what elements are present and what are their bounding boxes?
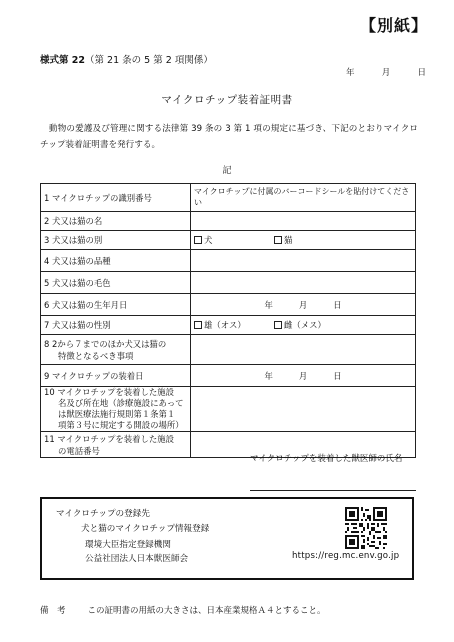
row-label-line: 名及び所在地（診療施設にあって	[58, 398, 184, 408]
row-label-line: 8 2から７までのほか犬又は猫の	[44, 338, 167, 349]
date-day: 日	[333, 299, 342, 310]
row-label: 4 犬又は猫の品種	[41, 250, 191, 272]
form-number	[40, 52, 213, 66]
checkbox-cat[interactable]	[274, 234, 292, 246]
row-label: 6 犬又は猫の生年月日	[41, 294, 191, 316]
form-number-main: 様式第 22	[40, 55, 86, 66]
date-day: 日	[417, 68, 426, 78]
row-label	[41, 387, 191, 432]
row-label: 1 マイクロチップの識別番号	[41, 184, 191, 212]
checkbox-label: 犬	[204, 235, 213, 245]
sex-field	[191, 316, 416, 335]
date-month: 月	[298, 299, 308, 310]
table-row	[41, 212, 416, 231]
checkbox-icon	[194, 236, 202, 244]
coat-color-field[interactable]	[191, 272, 416, 294]
preamble-text: 動物の愛護及び管理に関する法律第 39 条の 3 第 1 項の規定に基づき、下記のとおりマイクロチップ装着証明書を発行する。	[40, 124, 418, 150]
date-year: 年	[346, 68, 355, 78]
birth-date-field[interactable]	[191, 294, 416, 316]
table-row	[41, 365, 416, 387]
checkbox-icon	[274, 321, 282, 329]
checkbox-female[interactable]	[274, 319, 326, 331]
table-row	[41, 316, 416, 335]
row-label-line: 特徴となるべき事項	[58, 350, 134, 361]
form-number-relation: （第 21 条の 5 第 2 項関係）	[85, 55, 213, 66]
row-label-line: 項第３号に規定する開設の場所）	[58, 420, 184, 430]
issue-date	[346, 66, 426, 78]
ki-heading: 記	[222, 166, 232, 176]
registry-agency: 環境大臣指定登録機関	[85, 540, 171, 550]
signature-line[interactable]	[250, 490, 416, 491]
row-label-line: は獣医療法施行規則第１条第１	[58, 409, 176, 419]
registry-system-name: 犬と猫のマイクロチップ情報登録	[81, 524, 210, 534]
species-field	[191, 231, 416, 250]
animal-name-field[interactable]	[191, 212, 416, 231]
table-row	[41, 272, 416, 294]
row-label-line: 10 マイクロチップを装着した施設	[44, 387, 174, 397]
date-month: 月	[298, 370, 308, 381]
registry-url-link[interactable]: https://reg.mc.env.go.jp	[292, 551, 400, 561]
appendix-label: 【別紙】	[360, 16, 429, 35]
row-label: 5 犬又は猫の毛色	[41, 272, 191, 294]
date-month: 月	[381, 68, 391, 78]
checkbox-label: 猫	[284, 235, 293, 245]
row-label-line: の電話番号	[58, 445, 100, 456]
breed-field[interactable]	[191, 250, 416, 272]
barcode-sticker-area[interactable]: マイクロチップに付属のバーコードシールを貼付けてください	[191, 184, 416, 212]
qr-code-icon[interactable]	[345, 507, 387, 549]
date-year: 年	[264, 370, 273, 381]
document-title: マイクロチップ装着証明書	[161, 94, 293, 106]
row-label: 7 犬又は猫の性別	[41, 316, 191, 335]
registry-organization: 公益社団法人日本獣医師会	[85, 554, 189, 564]
row-label: 9 マイクロチップの装着日	[41, 365, 191, 387]
remarks-text: この証明書の用紙の大きさは、日本産業規格Ａ４とすること。	[87, 606, 326, 616]
table-row	[41, 294, 416, 316]
row-label: 3 犬又は猫の別	[41, 231, 191, 250]
remarks-label: 備 考	[40, 606, 66, 616]
date-year: 年	[264, 299, 273, 310]
row-label	[41, 432, 191, 458]
table-row	[41, 231, 416, 250]
table-row	[41, 184, 416, 212]
table-row	[41, 250, 416, 272]
checkbox-label: 雌（メス）	[284, 320, 326, 330]
table-row	[41, 335, 416, 365]
checkbox-male[interactable]	[194, 319, 274, 331]
table-row	[41, 387, 416, 432]
facility-address-field[interactable]	[191, 387, 416, 432]
implant-date-field[interactable]	[191, 365, 416, 387]
checkbox-label: 雄（オス）	[204, 320, 246, 330]
row-label-line: 11 マイクロチップを装着した施設	[44, 433, 174, 444]
features-field[interactable]	[191, 335, 416, 365]
checkbox-icon	[194, 321, 202, 329]
registry-heading: マイクロチップの登録先	[56, 509, 150, 519]
checkbox-icon	[274, 236, 282, 244]
checkbox-dog[interactable]	[194, 234, 274, 246]
row-label: 2 犬又は猫の名	[41, 212, 191, 231]
certificate-table	[40, 183, 416, 458]
date-day: 日	[333, 370, 342, 381]
remarks	[40, 604, 326, 616]
row-label	[41, 335, 191, 365]
veterinarian-name-label: マイクロチップを装着した獣医師の氏名	[250, 454, 403, 464]
